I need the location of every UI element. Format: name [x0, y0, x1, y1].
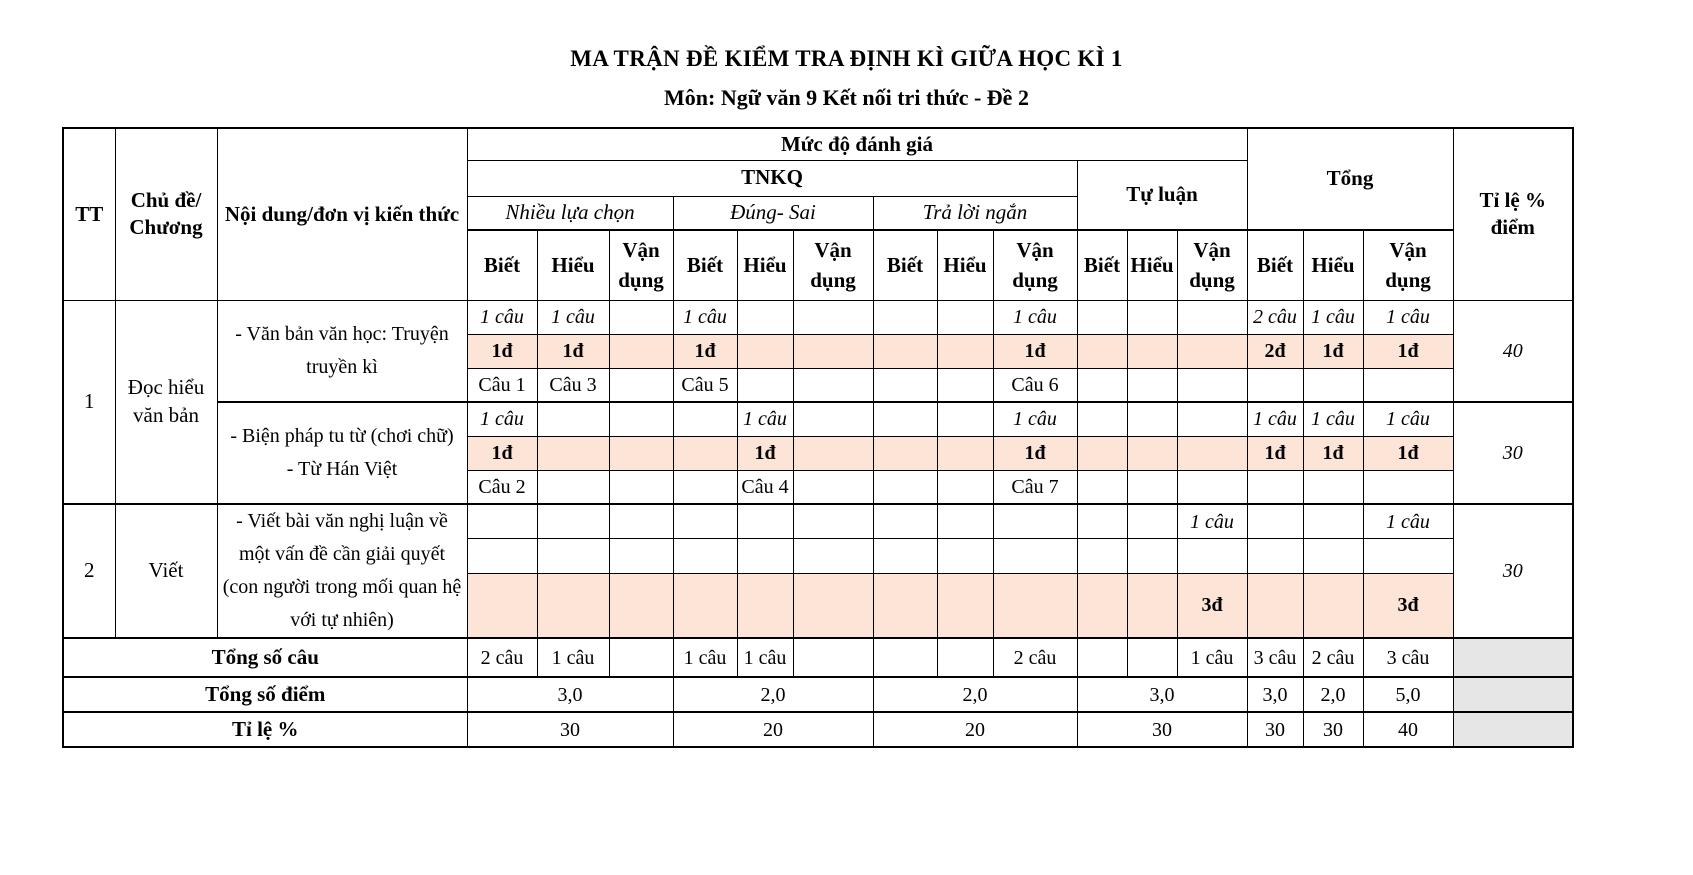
data-cell	[937, 504, 993, 539]
data-cell	[873, 300, 937, 334]
data-cell	[1247, 368, 1303, 402]
data-cell: Câu 4	[737, 470, 793, 504]
data-cell	[793, 368, 873, 402]
data-cell	[793, 436, 873, 470]
summary-cell: 2,0	[673, 677, 873, 712]
cell-noi-dung	[217, 402, 467, 504]
header-level-biet: Biết	[873, 230, 937, 300]
data-cell	[937, 470, 993, 504]
data-cell	[737, 300, 793, 334]
data-cell	[1363, 368, 1453, 402]
data-cell	[1127, 470, 1177, 504]
data-cell	[1127, 368, 1177, 402]
header-chu-de: Chủ đề/ Chương	[115, 128, 217, 300]
summary-cell: 1 câu	[673, 638, 737, 677]
data-cell	[793, 300, 873, 334]
data-cell	[673, 573, 737, 638]
data-cell	[937, 368, 993, 402]
data-cell	[537, 436, 609, 470]
data-cell	[1077, 573, 1127, 638]
summary-cell: 2 câu	[467, 638, 537, 677]
data-cell	[1177, 402, 1247, 436]
data-cell	[793, 334, 873, 368]
data-cell: 1 câu	[1363, 300, 1453, 334]
data-cell	[1077, 539, 1127, 574]
data-cell	[1177, 300, 1247, 334]
summary-cell: 40	[1363, 712, 1453, 747]
data-cell	[1127, 436, 1177, 470]
data-cell	[537, 402, 609, 436]
data-cell	[1127, 573, 1177, 638]
data-cell	[1127, 300, 1177, 334]
data-cell	[537, 539, 609, 574]
data-cell	[1177, 436, 1247, 470]
summary-cell	[793, 638, 873, 677]
data-cell: Câu 2	[467, 470, 537, 504]
data-cell	[609, 300, 673, 334]
data-cell	[793, 402, 873, 436]
data-cell: 1 câu	[993, 300, 1077, 334]
data-cell: Câu 5	[673, 368, 737, 402]
data-cell	[737, 504, 793, 539]
data-cell: 1 câu	[1247, 402, 1303, 436]
data-cell	[673, 436, 737, 470]
summary-cell: 1 câu	[537, 638, 609, 677]
header-level-hieu: Hiểu	[737, 230, 793, 300]
data-cell: Câu 3	[537, 368, 609, 402]
data-cell: 1 câu	[467, 300, 537, 334]
summary-cell: 1 câu	[1177, 638, 1247, 677]
header-level-van-dung: Vận dụng	[793, 230, 873, 300]
summary-label-tong-so-diem: Tổng số điểm	[63, 677, 467, 712]
header-group-nhieu-lua-chon: Nhiều lựa chọn	[467, 196, 673, 230]
header-level-hieu: Hiểu	[1127, 230, 1177, 300]
data-cell	[1127, 504, 1177, 539]
header-noi-dung: Nội dung/đơn vị kiến thức	[217, 128, 467, 300]
header-level-biet: Biết	[1247, 230, 1303, 300]
header-level-hieu: Hiểu	[937, 230, 993, 300]
cell-chu-de: Đọc hiểu văn bản	[115, 300, 217, 504]
data-cell	[673, 539, 737, 574]
data-cell: 1 câu	[1303, 300, 1363, 334]
data-cell: 1đ	[993, 334, 1077, 368]
data-cell	[1177, 539, 1247, 574]
data-cell: 1 câu	[467, 402, 537, 436]
data-cell: 1 câu	[737, 402, 793, 436]
data-cell	[1247, 539, 1303, 574]
data-cell	[1303, 573, 1363, 638]
header-tt: TT	[63, 128, 115, 300]
data-cell	[873, 470, 937, 504]
data-cell	[1077, 436, 1127, 470]
cell-ti-le: 40	[1453, 300, 1573, 402]
data-cell	[1363, 539, 1453, 574]
header-level-van-dung: Vận dụng	[1177, 230, 1247, 300]
header-tu-luan: Tự luận	[1077, 160, 1247, 230]
data-cell: 1đ	[1303, 334, 1363, 368]
data-cell	[1303, 539, 1363, 574]
data-cell	[1363, 470, 1453, 504]
data-cell	[609, 436, 673, 470]
data-cell	[737, 334, 793, 368]
data-cell	[873, 504, 937, 539]
data-cell	[993, 539, 1077, 574]
data-cell: 1 câu	[1363, 504, 1453, 539]
cell-ti-le: 30	[1453, 402, 1573, 504]
summary-cell: 2,0	[873, 677, 1077, 712]
data-cell	[467, 539, 537, 574]
data-cell: 1đ	[537, 334, 609, 368]
summary-cell: 30	[1077, 712, 1247, 747]
data-cell: 1đ	[993, 436, 1077, 470]
data-cell	[609, 402, 673, 436]
noi-dung-line: - Từ Hán Việt	[286, 458, 398, 480]
data-cell	[873, 334, 937, 368]
data-cell: 1 câu	[1303, 402, 1363, 436]
summary-cell: 3,0	[1077, 677, 1247, 712]
data-cell	[873, 368, 937, 402]
header-level-hieu: Hiểu	[537, 230, 609, 300]
data-cell	[1077, 470, 1127, 504]
data-cell: 1đ	[737, 436, 793, 470]
data-cell	[609, 368, 673, 402]
data-cell: 1đ	[673, 334, 737, 368]
header-tnkq: TNKQ	[467, 160, 1077, 196]
data-cell	[609, 470, 673, 504]
data-cell	[937, 573, 993, 638]
data-cell: 1đ	[467, 436, 537, 470]
summary-cell: 3,0	[1247, 677, 1303, 712]
data-cell: 1đ	[1363, 436, 1453, 470]
header-level-biet: Biết	[467, 230, 537, 300]
data-cell	[537, 573, 609, 638]
header-ti-le-diem: Tỉ lệ % điểm	[1453, 128, 1573, 300]
page-subtitle: Môn: Ngữ văn 9 Kết nối tri thức - Đề 2	[664, 85, 1029, 110]
data-cell	[673, 504, 737, 539]
empty-muted-cell	[1453, 638, 1573, 677]
cell-ti-le: 30	[1453, 504, 1573, 638]
data-cell: 1 câu	[1363, 402, 1453, 436]
data-cell: 1đ	[467, 334, 537, 368]
header-level-van-dung: Vận dụng	[993, 230, 1077, 300]
data-cell	[1303, 504, 1363, 539]
data-cell	[537, 470, 609, 504]
cell-tt: 1	[63, 300, 115, 504]
data-cell	[1247, 573, 1303, 638]
data-cell	[1303, 470, 1363, 504]
data-cell	[873, 573, 937, 638]
data-cell	[1077, 368, 1127, 402]
data-cell	[737, 368, 793, 402]
header-level-van-dung: Vận dụng	[1363, 230, 1453, 300]
data-cell	[793, 470, 873, 504]
summary-cell	[609, 638, 673, 677]
summary-cell	[1077, 638, 1127, 677]
page-title: MA TRẬN ĐỀ KIỂM TRA ĐỊNH KÌ GIỮA HỌC KÌ 1	[570, 46, 1123, 71]
data-cell	[1077, 334, 1127, 368]
data-cell	[873, 539, 937, 574]
data-cell	[737, 573, 793, 638]
summary-label-tong-so-cau: Tổng số câu	[63, 638, 467, 677]
summary-cell: 2 câu	[1303, 638, 1363, 677]
data-cell: Câu 1	[467, 368, 537, 402]
summary-cell: 1 câu	[737, 638, 793, 677]
data-cell	[1077, 300, 1127, 334]
data-cell	[793, 504, 873, 539]
header-muc-do-danh-gia: Mức độ đánh giá	[467, 128, 1247, 160]
data-cell: 3đ	[1363, 573, 1453, 638]
data-cell: 2 câu	[1247, 300, 1303, 334]
empty-muted-cell	[1453, 712, 1573, 747]
data-cell	[937, 300, 993, 334]
data-cell	[1127, 334, 1177, 368]
summary-cell	[873, 638, 937, 677]
data-cell	[793, 539, 873, 574]
data-cell: 1đ	[1247, 436, 1303, 470]
data-cell	[937, 334, 993, 368]
summary-cell: 30	[467, 712, 673, 747]
data-cell	[537, 504, 609, 539]
header-level-biet: Biết	[673, 230, 737, 300]
data-cell	[609, 334, 673, 368]
data-cell: 2đ	[1247, 334, 1303, 368]
data-cell	[737, 539, 793, 574]
summary-cell: 30	[1303, 712, 1363, 747]
data-cell	[609, 539, 673, 574]
data-cell	[1177, 368, 1247, 402]
data-cell	[873, 436, 937, 470]
data-cell	[673, 470, 737, 504]
summary-cell: 3,0	[467, 677, 673, 712]
data-cell	[873, 402, 937, 436]
header-level-van-dung: Vận dụng	[609, 230, 673, 300]
data-cell: 1 câu	[537, 300, 609, 334]
data-cell	[1247, 504, 1303, 539]
header-level-biet: Biết	[1077, 230, 1127, 300]
summary-cell	[1127, 638, 1177, 677]
summary-cell: 30	[1247, 712, 1303, 747]
data-cell	[467, 573, 537, 638]
data-cell: Câu 7	[993, 470, 1077, 504]
summary-cell	[937, 638, 993, 677]
data-cell	[673, 402, 737, 436]
data-cell	[937, 402, 993, 436]
summary-cell: 3 câu	[1363, 638, 1453, 677]
header-tong: Tổng	[1247, 128, 1453, 230]
data-cell	[937, 539, 993, 574]
cell-tt: 2	[63, 504, 115, 638]
cell-noi-dung: - Văn bản văn học: Truyện truyền kì	[217, 300, 467, 402]
data-cell	[1127, 539, 1177, 574]
summary-cell: 20	[873, 712, 1077, 747]
header-level-hieu: Hiểu	[1303, 230, 1363, 300]
data-cell: 1 câu	[1177, 504, 1247, 539]
header-group-dung-sai: Đúng- Sai	[673, 196, 873, 230]
noi-dung-line: - Biện pháp tu từ (chơi chữ)	[230, 425, 454, 447]
data-cell	[609, 573, 673, 638]
data-cell	[467, 504, 537, 539]
data-cell	[793, 573, 873, 638]
summary-label-ti-le: Tỉ lệ %	[63, 712, 467, 747]
summary-cell: 2,0	[1303, 677, 1363, 712]
summary-cell: 2 câu	[993, 638, 1077, 677]
summary-cell: 3 câu	[1247, 638, 1303, 677]
cell-noi-dung: - Viết bài văn nghị luận về một vấn đề cần giải quyết (con người trong mối quan hệ với tự nhiên)	[217, 504, 467, 638]
data-cell	[1303, 368, 1363, 402]
data-cell: 3đ	[1177, 573, 1247, 638]
data-cell: 1 câu	[993, 402, 1077, 436]
summary-cell: 5,0	[1363, 677, 1453, 712]
data-cell	[1247, 470, 1303, 504]
empty-muted-cell	[1453, 677, 1573, 712]
data-cell: 1 câu	[673, 300, 737, 334]
data-cell: 1đ	[1303, 436, 1363, 470]
data-cell: 1đ	[1363, 334, 1453, 368]
data-cell	[1077, 504, 1127, 539]
data-cell	[937, 436, 993, 470]
data-cell	[1127, 402, 1177, 436]
data-cell	[993, 504, 1077, 539]
data-cell	[1177, 334, 1247, 368]
exam-matrix-table	[62, 127, 1574, 748]
header-group-tra-loi-ngan: Trả lời ngắn	[873, 196, 1077, 230]
summary-cell: 20	[673, 712, 873, 747]
data-cell	[1077, 402, 1127, 436]
data-cell	[993, 573, 1077, 638]
data-cell: Câu 6	[993, 368, 1077, 402]
data-cell	[609, 504, 673, 539]
cell-chu-de: Viết	[115, 504, 217, 638]
data-cell	[1177, 470, 1247, 504]
